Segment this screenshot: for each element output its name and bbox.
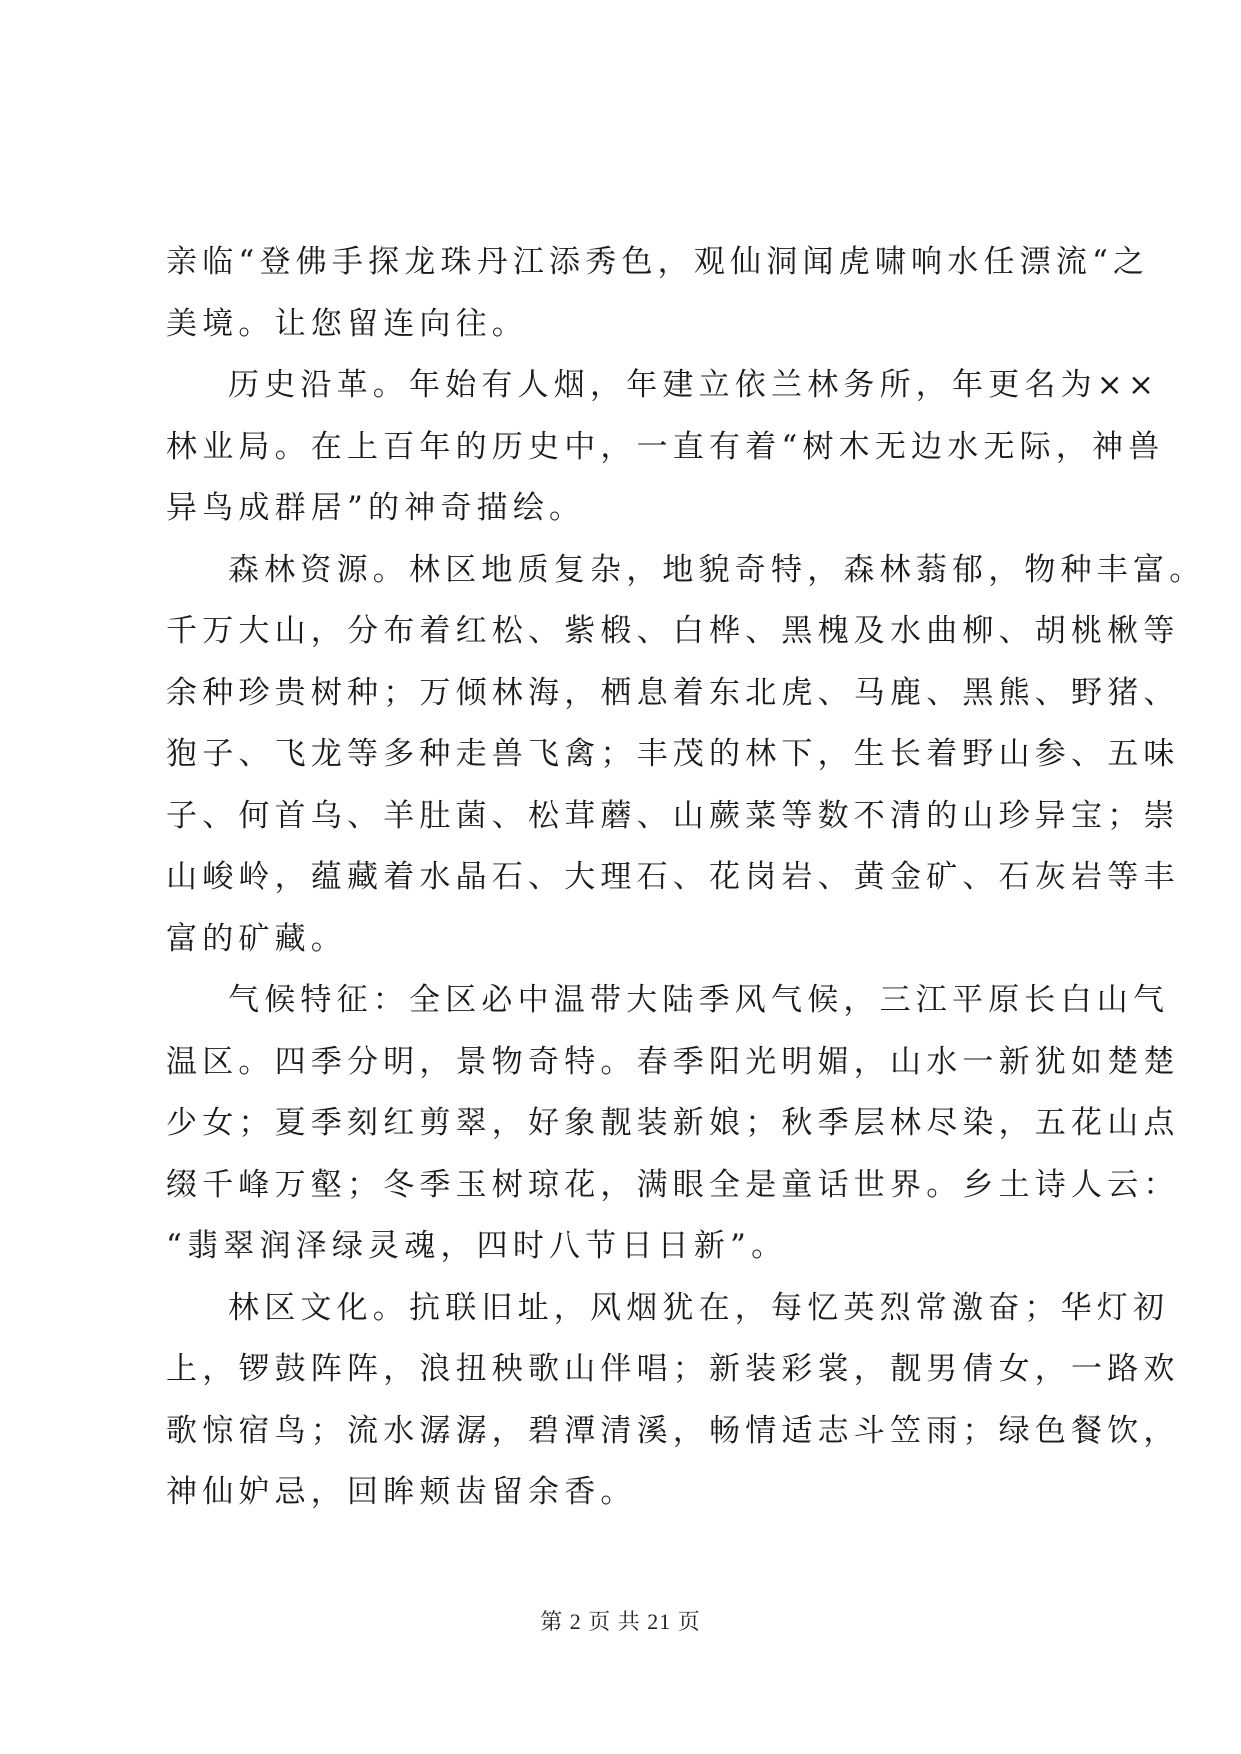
text-line: 气候特征：全区必中温带大陆季风气候，三江平原长白山气: [228, 982, 1170, 1018]
text-line: 歌惊宿鸟；流水潺潺，碧潭清溪，畅情适志斗笠雨；绿色餐饮，: [166, 1412, 1180, 1449]
text-line: 美境。让您留连向往。: [166, 305, 528, 342]
paragraph-forest-resources: [166, 540, 1206, 971]
text-line: 缀千峰万壑；冬季玉树琼花，满眼全是童话世界。乡土诗人云：: [166, 1166, 1180, 1203]
text-line: 余种珍贵树种；万倾林海，栖息着东北虎、马鹿、黑熊、野猪、: [166, 674, 1180, 711]
text-line: 历史沿革。年始有人烟，年建立依兰林务所，年更名为××: [228, 367, 1160, 403]
text-line: 千万大山，分布着红松、紫椴、白桦、黑槐及水曲柳、胡桃楸等: [166, 613, 1180, 649]
text-line: 亲临“登佛手探龙珠丹江添秀色，观仙洞闻虎啸响水任漂流“之: [166, 244, 1150, 280]
paragraph-intro-continuation: [166, 232, 1150, 355]
text-line: 狍子、飞龙等多种走兽飞禽；丰茂的林下，生长着野山参、五味: [166, 736, 1180, 772]
text-line: “翡翠润泽绿灵魂，四时八节日日新”。: [166, 1228, 788, 1264]
text-line: 子、何首乌、羊肚菌、松茸蘑、山蕨菜等数不清的山珍异宝；崇: [166, 797, 1180, 834]
text-line: 富的矿藏。: [166, 920, 347, 957]
paragraph-climate: [166, 970, 1180, 1278]
text-line: 神仙妒忌，回眸颊齿留余香。: [166, 1474, 637, 1510]
text-line: 少女；夏季刻红剪翠，好象靓装新娘；秋季层林尽染，五花山点: [166, 1105, 1180, 1141]
paragraph-history: [166, 355, 1165, 540]
text-line: 上，锣鼓阵阵，浪扭秧歌山伴唱；新装彩裳，靓男倩女，一路欢: [166, 1351, 1180, 1387]
page-footer: 第 2 页 共 21 页: [540, 1609, 701, 1634]
document-body: [166, 232, 1206, 1524]
text-line: 温区。四季分明，景物奇特。春季阳光明媚，山水一新犹如楚楚: [166, 1043, 1180, 1080]
text-line: 森林资源。林区地质复杂，地貌奇特，森林蓊郁，物种丰富。: [228, 551, 1206, 588]
text-line: 林业局。在上百年的历史中，一直有着“树木无边水无际，神兽: [166, 428, 1165, 465]
text-line: 山峻岭，蕴藏着水晶石、大理石、花岗岩、黄金矿、石灰岩等丰: [166, 859, 1180, 895]
text-line: 林区文化。抗联旧址，风烟犹在，每忆英烈常激奋；华灯初: [228, 1289, 1170, 1326]
text-line: 异鸟成群居”的神奇描绘。: [166, 490, 586, 526]
paragraph-culture: [166, 1278, 1180, 1524]
